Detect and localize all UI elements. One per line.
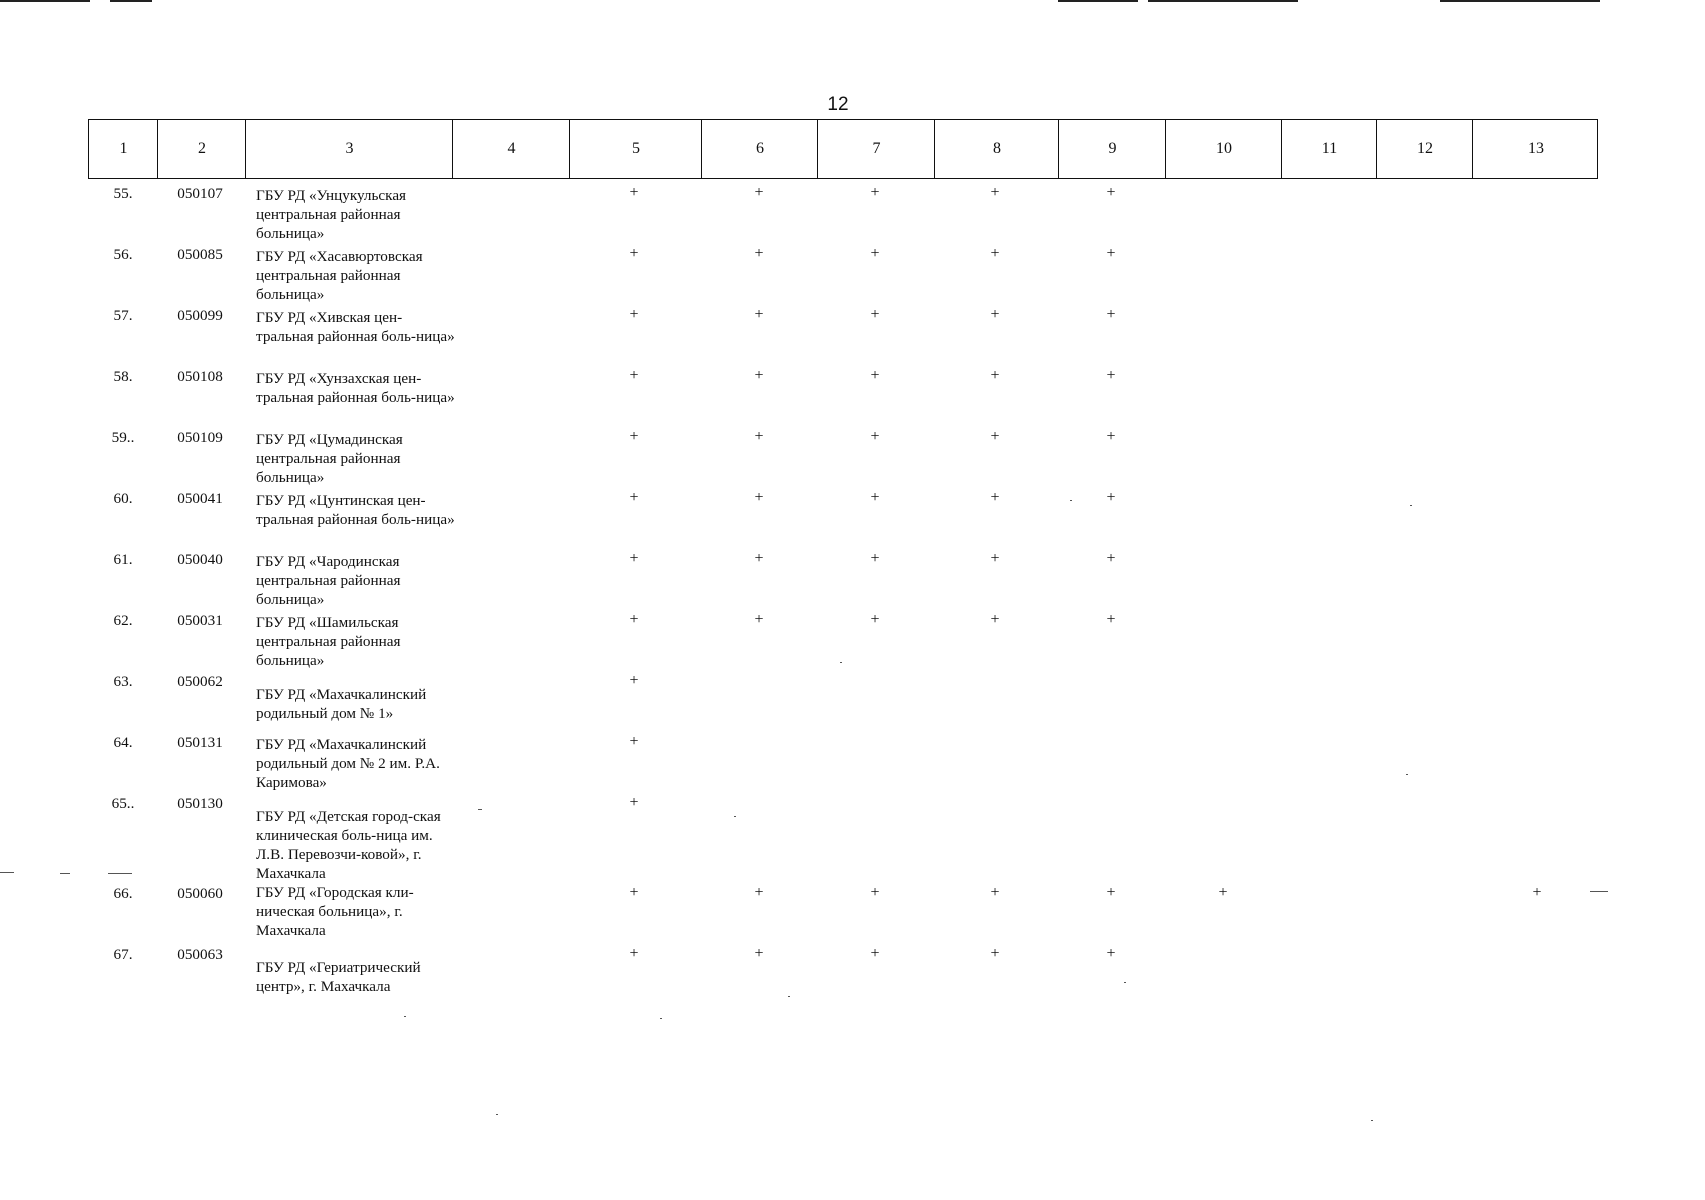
row-number: 62. <box>113 612 133 629</box>
institution-code: 050109 <box>177 429 223 446</box>
plus-mark-col-9: + <box>1106 367 1116 384</box>
scan-speck <box>840 662 842 663</box>
institution-code: 050130 <box>177 795 223 812</box>
scan-edge-mark <box>1058 0 1138 2</box>
column-header-9: 9 <box>1108 140 1117 157</box>
institution-name: ГБУ РД «Городская кли-ническая больница», г. Махачкала <box>256 884 414 939</box>
plus-mark-col-6: + <box>754 245 764 262</box>
scan-speck <box>788 996 790 997</box>
scan-speck <box>478 809 482 810</box>
institution-name: ГБУ РД «Хасавюртовская центральная районная больница» <box>256 248 423 303</box>
row-number: 63. <box>113 673 133 690</box>
table-header <box>88 119 1598 179</box>
row-number: 60. <box>113 490 133 507</box>
plus-mark-col-8: + <box>990 945 1000 962</box>
plus-mark-col-5: + <box>629 245 639 262</box>
column-header-12: 12 <box>1417 140 1433 157</box>
plus-mark-col-7: + <box>870 945 880 962</box>
scan-edge-mark <box>110 0 152 2</box>
plus-mark-col-7: + <box>870 884 880 901</box>
row-number: 55. <box>113 185 133 202</box>
plus-mark-col-5: + <box>629 733 639 750</box>
row-number: 58. <box>113 368 133 385</box>
institution-name: ГБУ РД «Цумадинская центральная районная больница» <box>256 431 403 486</box>
plus-mark-col-6: + <box>754 367 764 384</box>
plus-mark-col-6: + <box>754 428 764 445</box>
plus-mark-col-7: + <box>870 428 880 445</box>
column-header-8: 8 <box>993 140 1001 157</box>
plus-mark-col-9: + <box>1106 428 1116 445</box>
plus-mark-col-5: + <box>629 672 639 689</box>
plus-mark-col-5: + <box>629 184 639 201</box>
plus-mark-col-5: + <box>629 550 639 567</box>
plus-mark-col-9: + <box>1106 245 1116 262</box>
scan-speck <box>496 1114 498 1115</box>
scan-speck <box>1070 500 1072 501</box>
scan-edge-mark <box>1148 0 1298 2</box>
plus-mark-col-8: + <box>990 367 1000 384</box>
plus-mark-col-7: + <box>870 550 880 567</box>
institution-code: 050041 <box>177 490 223 507</box>
scan-speck <box>660 1018 662 1019</box>
plus-mark-col-6: + <box>754 945 764 962</box>
row-number: 64. <box>113 734 133 751</box>
scan-speck <box>1410 505 1412 506</box>
institution-name: ГБУ РД «Цунтинская цен-тральная районная боль-ница» <box>256 492 455 528</box>
row-number: 61. <box>113 551 133 568</box>
column-header-6: 6 <box>756 140 764 157</box>
plus-mark-col-7: + <box>870 184 880 201</box>
plus-mark-col-5: + <box>629 367 639 384</box>
plus-mark-col-6: + <box>754 489 764 506</box>
institution-name: ГБУ РД «Чародинская центральная районная больница» <box>256 553 401 608</box>
plus-mark-col-5: + <box>629 945 639 962</box>
institution-name: ГБУ РД «Хивская цен-тральная районная боль-ница» <box>256 309 455 345</box>
scan-speck <box>1590 891 1608 892</box>
institution-name: ГБУ РД «Детская город-ская клиническая боль-ница им. Л.В. Перевозчи-ковой», г. Махачкала <box>256 808 441 882</box>
plus-mark-col-9: + <box>1106 611 1116 628</box>
plus-mark-col-6: + <box>754 306 764 323</box>
plus-mark-col-7: + <box>870 611 880 628</box>
plus-mark-col-8: + <box>990 884 1000 901</box>
plus-mark-col-10: + <box>1218 884 1228 901</box>
institution-name: ГБУ РД «Хунзахская цен-тральная районная боль-ница» <box>256 370 455 406</box>
institution-name: ГБУ РД «Гериатрический центр», г. Махачкала <box>256 959 421 995</box>
institution-name: ГБУ РД «Шамильская центральная районная больница» <box>256 614 401 669</box>
plus-mark-col-9: + <box>1106 306 1116 323</box>
plus-mark-col-7: + <box>870 306 880 323</box>
plus-mark-col-13: + <box>1532 884 1542 901</box>
row-number: 59.. <box>111 429 135 446</box>
column-header-10: 10 <box>1216 140 1232 157</box>
institution-code: 050040 <box>177 551 223 568</box>
plus-mark-col-5: + <box>629 794 639 811</box>
plus-mark-col-9: + <box>1106 884 1116 901</box>
institution-code: 050060 <box>177 885 223 902</box>
institution-code: 050099 <box>177 307 223 324</box>
plus-mark-col-5: + <box>629 428 639 445</box>
column-header-11: 11 <box>1321 140 1338 157</box>
scan-speck <box>1124 982 1126 983</box>
plus-mark-col-6: + <box>754 611 764 628</box>
page-number: 12 <box>827 94 849 115</box>
column-header-5: 5 <box>632 140 640 157</box>
institution-code: 050131 <box>177 734 223 751</box>
scan-speck <box>1371 1120 1373 1121</box>
plus-mark-col-8: + <box>990 550 1000 567</box>
row-number: 56. <box>113 246 133 263</box>
plus-mark-col-5: + <box>629 884 639 901</box>
plus-mark-col-6: + <box>754 184 764 201</box>
plus-mark-col-5: + <box>629 306 639 323</box>
column-header-4: 4 <box>507 140 516 157</box>
column-header-3: 3 <box>345 140 354 157</box>
institution-code: 050062 <box>177 673 223 690</box>
column-header-7: 7 <box>872 140 881 157</box>
plus-mark-col-7: + <box>870 245 880 262</box>
plus-mark-col-8: + <box>990 306 1000 323</box>
plus-mark-col-6: + <box>754 884 764 901</box>
institution-name: ГБУ РД «Унцукульская центральная районная больница» <box>256 187 407 242</box>
plus-mark-col-7: + <box>870 367 880 384</box>
scan-speck <box>0 872 14 873</box>
column-header-13: 13 <box>1528 140 1544 157</box>
row-number: 57. <box>113 307 133 324</box>
scan-edge-mark <box>0 0 90 2</box>
plus-mark-col-9: + <box>1106 184 1116 201</box>
scan-speck <box>1406 774 1408 775</box>
institution-code: 050085 <box>177 246 223 263</box>
plus-mark-col-5: + <box>629 611 639 628</box>
scan-speck <box>108 873 132 874</box>
plus-mark-col-6: + <box>754 550 764 567</box>
institution-code: 050063 <box>177 946 223 963</box>
scan-speck <box>404 1016 406 1017</box>
plus-mark-col-9: + <box>1106 945 1116 962</box>
plus-mark-col-7: + <box>870 489 880 506</box>
institution-name: ГБУ РД «Махачкалинский родильный дом № 1» <box>256 686 427 722</box>
plus-mark-col-8: + <box>990 245 1000 262</box>
column-header-2: 2 <box>198 140 206 157</box>
scan-edge-mark <box>1440 0 1600 2</box>
plus-mark-col-8: + <box>990 489 1000 506</box>
plus-mark-col-8: + <box>990 184 1000 201</box>
institution-name: ГБУ РД «Махачкалинский родильный дом № 2 им. Р.А. Каримова» <box>256 736 440 791</box>
scan-speck <box>60 873 70 874</box>
plus-mark-col-5: + <box>629 489 639 506</box>
column-header-1: 1 <box>119 140 128 157</box>
row-number: 65.. <box>111 795 135 812</box>
scan-speck <box>734 816 736 817</box>
institution-code: 050108 <box>177 368 223 385</box>
row-number: 67. <box>113 946 133 963</box>
plus-mark-col-8: + <box>990 428 1000 445</box>
row-number: 66. <box>113 885 133 902</box>
plus-mark-col-8: + <box>990 611 1000 628</box>
institution-code: 050031 <box>177 612 223 629</box>
plus-mark-col-9: + <box>1106 489 1116 506</box>
plus-mark-col-9: + <box>1106 550 1116 567</box>
institution-code: 050107 <box>177 185 223 202</box>
